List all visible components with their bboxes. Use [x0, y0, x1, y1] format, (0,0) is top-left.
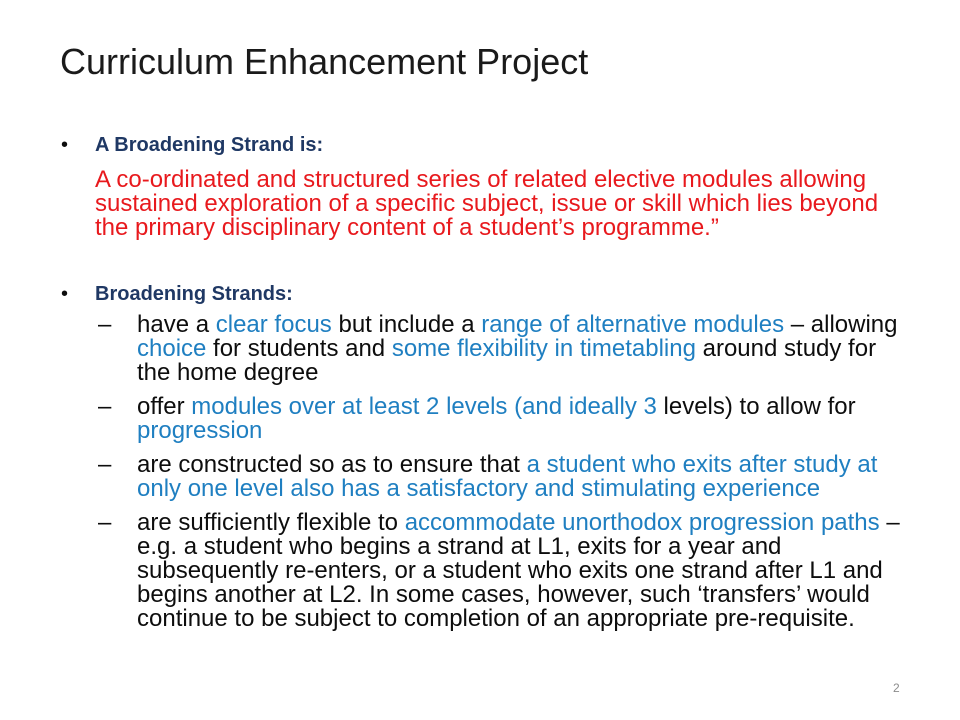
- strand-item-text: [137, 395, 960, 443]
- strand-item-text: [137, 511, 960, 631]
- bullet-marker: •: [61, 134, 69, 156]
- strand-item-line: [137, 361, 960, 385]
- definition-line: the primary disciplinary content of a student’s programme.”: [95, 214, 719, 241]
- text-run: e.g. a student who begins a strand at L1, exits for a year and: [137, 533, 782, 560]
- dash-marker: –: [98, 509, 112, 536]
- text-run: for students and: [206, 335, 392, 362]
- highlighted-phrase: progression: [137, 417, 263, 444]
- strand-item: [0, 453, 960, 501]
- strand-characteristics-list: [0, 313, 960, 641]
- strand-item-line: [137, 511, 960, 535]
- text-run: continue to be subject to completion of an appropriate pre-requisite.: [137, 605, 855, 632]
- strand-item-text: [137, 313, 960, 385]
- text-run: subsequently re-enters, or a student who exits one strand after L1 and: [137, 557, 883, 584]
- text-run: are constructed so as to ensure that: [137, 451, 527, 478]
- strand-item-line: [137, 607, 960, 631]
- text-run: –: [879, 509, 900, 536]
- text-run: around study for: [695, 335, 877, 362]
- definition-line: A co-ordinated and structured series of related elective modules allowing: [95, 166, 867, 193]
- bullet-heading-strands: Broadening Strands:: [95, 283, 293, 305]
- bullet-heading-definition: A Broadening Strand is:: [95, 134, 324, 156]
- strand-item-line: [137, 559, 960, 583]
- dash-marker: –: [98, 311, 112, 338]
- text-run: the home degree: [137, 359, 319, 386]
- strand-item-line: [137, 419, 960, 443]
- strand-item-line: [137, 395, 960, 419]
- highlighted-phrase: accommodate unorthodox progression paths: [404, 509, 880, 536]
- highlighted-phrase: choice: [137, 335, 207, 362]
- highlighted-phrase: modules over at least 2 levels (and ideally 3: [191, 393, 657, 420]
- text-run: levels) to allow for: [656, 393, 856, 420]
- highlighted-phrase: clear focus: [215, 311, 332, 338]
- slide-title: Curriculum Enhancement Project: [60, 41, 589, 82]
- strand-item-line: [137, 583, 960, 607]
- highlighted-phrase: range of alternative modules: [481, 311, 785, 338]
- text-run: have a: [137, 311, 216, 338]
- strand-item-line: [137, 477, 960, 501]
- text-run: begins another at L2. In some cases, however, such ‘transfers’ would: [137, 581, 870, 608]
- strand-item-line: [137, 453, 960, 477]
- bullet-marker: •: [61, 283, 69, 305]
- definition-line: sustained exploration of a specific subject, issue or skill which lies beyond: [95, 190, 879, 217]
- dash-marker: –: [98, 393, 112, 420]
- highlighted-phrase: only one level also has a satisfactory and stimulating experience: [137, 475, 821, 502]
- page-number: 2: [893, 681, 900, 695]
- strand-item: [0, 313, 960, 385]
- text-run: offer: [137, 393, 192, 420]
- strand-item-line: [137, 535, 960, 559]
- highlighted-phrase: a student who exits after study at: [526, 451, 878, 478]
- strand-item-text: [137, 453, 960, 501]
- text-run: are sufficiently flexible to: [137, 509, 405, 536]
- strand-item-line: [137, 313, 960, 337]
- strand-item-line: [137, 337, 960, 361]
- strand-item: [0, 395, 960, 443]
- definition-text: [95, 168, 878, 240]
- dash-marker: –: [98, 451, 112, 478]
- text-run: – allowing: [784, 311, 898, 338]
- highlighted-phrase: some flexibility in timetabling: [391, 335, 696, 362]
- strand-item: [0, 511, 960, 631]
- text-run: but include a: [331, 311, 482, 338]
